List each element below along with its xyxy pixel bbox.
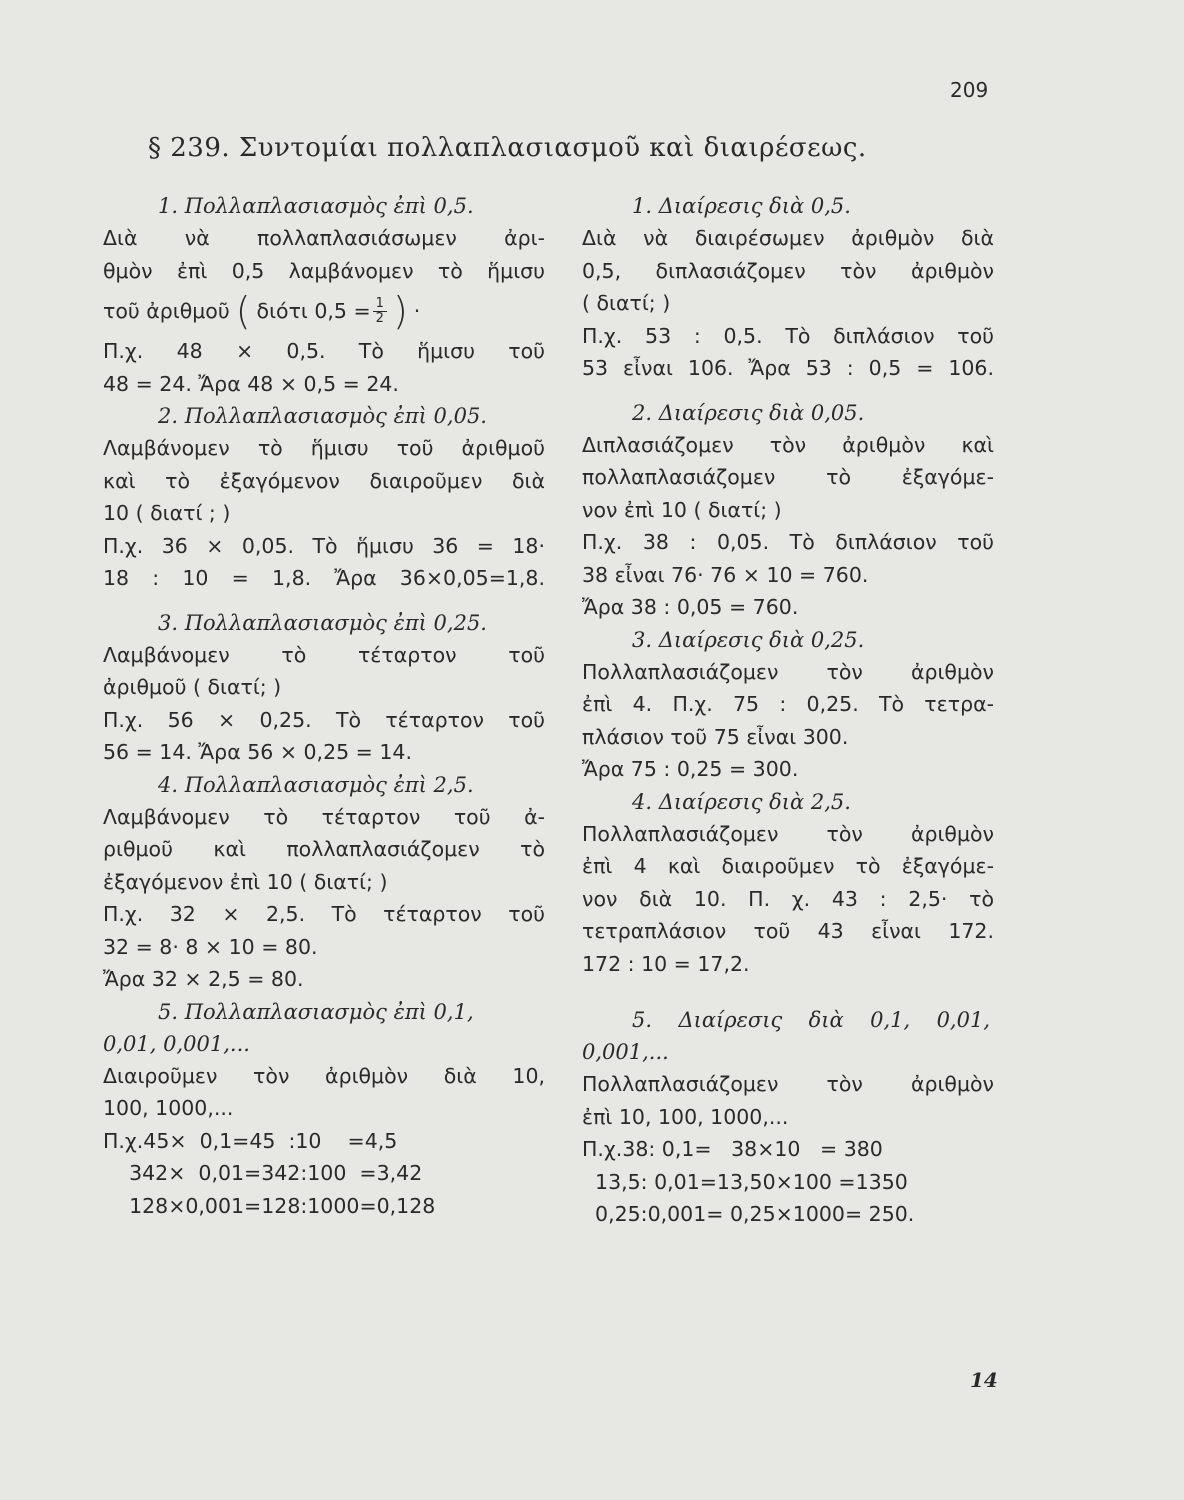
- left-column: [103, 190, 545, 1222]
- right-heading-5: 5. Διαίρεσις διὰ 0,1, 0,01,: [632, 1008, 990, 1032]
- text-line: Ἄρα 38 : 0,05 = 760.: [582, 595, 799, 619]
- fraction-numerator: 1: [373, 297, 387, 312]
- text-line: 32 = 8· 8 × 10 = 80.: [103, 934, 318, 959]
- section-title: § 239. Συντομίαι πολλαπλασιασμοῦ καὶ διαιρέσεως.: [148, 133, 867, 163]
- text-line: Ἄρα 32 × 2,5 = 80.: [103, 967, 304, 991]
- text-line: ἐξαγόμενον ἐπὶ 10 ( διατί; ): [103, 869, 388, 894]
- text-line: 10 ( διατί ; ): [103, 501, 231, 525]
- text-line: 56 = 14. Ἄρα 56 × 0,25 = 14.: [103, 740, 412, 764]
- text-line: Π.χ. 38 : 0,05. Τὸ διπλάσιον τοῦ: [582, 530, 994, 554]
- text-line: Π.χ.45× 0,1=45 :10 =4,5: [103, 1128, 398, 1153]
- text-line: τετραπλάσιον τοῦ 43 εἶναι 172.: [582, 919, 994, 943]
- text-line: θμὸν ἐπὶ 0,5 λαμβάνομεν τὸ ἥμισυ: [103, 258, 545, 283]
- text-line: Π.χ. 48 × 0,5. Τὸ ἥμισυ τοῦ: [103, 339, 545, 363]
- signature-mark: 14: [970, 1368, 998, 1392]
- text-line: Διπλασιάζομεν τὸν ἀριθμὸν καὶ: [582, 432, 994, 457]
- text-line: Ἄρα 75 : 0,25 = 300.: [582, 757, 799, 781]
- text-line: Π.χ. 36 × 0,05. Τὸ ἥμισυ 36 = 18·: [103, 533, 545, 558]
- text-line: ἐπὶ 4 καὶ διαιροῦμεν τὸ ἐξαγόμε-: [582, 854, 994, 878]
- text-line: Π.χ. 32 × 2,5. Τὸ τέταρτον τοῦ: [103, 902, 545, 926]
- right-heading-5-cont: 0,001,...: [582, 1040, 669, 1064]
- text-line: ἀριθμοῦ ( διατί; ): [103, 675, 282, 699]
- right-heading-2: 2. Διαίρεσις διὰ 0,05.: [632, 400, 865, 425]
- text-span: διότι 0,5 =: [256, 299, 371, 323]
- text-line: 128×0,001=128:1000=0,128: [103, 1193, 436, 1218]
- text-line: ἐπὶ 10, 100, 1000,...: [582, 1104, 789, 1129]
- left-heading-5: 5. Πολλαπλασιασμὸς ἐπὶ 0,1,: [158, 999, 474, 1024]
- text-line: Λαμβάνομεν τὸ τέταρτον τοῦ: [103, 642, 545, 667]
- text-line: Π.χ. 56 × 0,25. Τὸ τέταρτον τοῦ: [103, 707, 545, 732]
- right-heading-3: 3. Διαίρεσις διὰ 0,25.: [632, 627, 865, 652]
- fraction-denominator: 2: [375, 310, 384, 326]
- text-line: Διαιροῦμεν τὸν ἀριθμὸν διὰ 10,: [103, 1063, 545, 1088]
- middle-dot: ·: [413, 299, 421, 323]
- left-heading-5-cont: 0,01, 0,001,...: [103, 1031, 250, 1056]
- right-column: [582, 190, 994, 1231]
- text-line: ἐπὶ 4. Π.χ. 75 : 0,25. Τὸ τετρα-: [582, 692, 994, 716]
- text-line: Διὰ νὰ διαιρέσωμεν ἀριθμὸν διὰ: [582, 226, 994, 250]
- text-line: Π.χ.38: 0,1= 38×10 = 380: [582, 1137, 883, 1161]
- text-line: ( διατί; ): [582, 291, 671, 315]
- text-line: νον διὰ 10. Π. χ. 43 : 2,5· τὸ: [582, 886, 994, 911]
- left-heading-3: 3. Πολλαπλασιασμὸς ἐπὶ 0,25.: [158, 610, 487, 635]
- text-line: 53 εἶναι 106. Ἄρα 53 : 0,5 = 106.: [582, 356, 994, 380]
- paren-close: ): [392, 289, 408, 333]
- text-line: Λαμβάνομεν τὸ ἥμισυ τοῦ ἀριθμοῦ: [103, 436, 545, 460]
- left-heading-2: 2. Πολλαπλασιασμὸς ἐπὶ 0,05.: [158, 404, 487, 428]
- text-line: Π.χ. 53 : 0,5. Τὸ διπλάσιον τοῦ: [582, 323, 994, 348]
- left-heading-4: 4. Πολλαπλασιασμὸς ἐπὶ 2,5.: [158, 772, 474, 797]
- text-line: 100, 1000,...: [103, 1096, 234, 1120]
- text-line: καὶ τὸ ἐξαγόμενον διαιροῦμεν διὰ: [103, 468, 545, 493]
- text-line: 38 εἶναι 76· 76 × 10 = 760.: [582, 562, 869, 587]
- paren-open: (: [235, 289, 251, 333]
- text-line: πολλαπλασιάζομεν τὸ ἐξαγόμε-: [582, 465, 994, 489]
- page-number: 209: [950, 78, 989, 102]
- text-line: Πολλαπλασιάζομεν τὸν ἀριθμὸν: [582, 821, 994, 846]
- right-heading-4: 4. Διαίρεσις διὰ 2,5.: [632, 789, 851, 814]
- text-line: 172 : 10 = 17,2.: [582, 951, 750, 976]
- text-line: 48 = 24. Ἄρα 48 × 0,5 = 24.: [103, 371, 399, 396]
- fraction: [373, 297, 387, 326]
- text-line: 13,5: 0,01=13,50×100 =1350: [582, 1169, 908, 1194]
- left-heading-1: 1. Πολλαπλασιασμὸς ἐπὶ 0,5.: [158, 194, 474, 218]
- text-line: πλάσιον τοῦ 75 εἶναι 300.: [582, 724, 849, 749]
- text-line: 0,25:0,001= 0,25×1000= 250.: [582, 1202, 915, 1226]
- text-line: Λαμβάνομεν τὸ τέταρτον τοῦ ἀ-: [103, 804, 545, 829]
- text-line: νον ἐπὶ 10 ( διατί; ): [582, 497, 782, 522]
- text-line: 0,5, διπλασιάζομεν τὸν ἀριθμὸν: [582, 258, 994, 283]
- text-line: 342× 0,01=342:100 =3,42: [103, 1161, 423, 1185]
- text-line: ριθμοῦ καὶ πολλαπλασιάζομεν τὸ: [103, 837, 545, 861]
- right-heading-1: 1. Διαίρεσις διὰ 0,5.: [632, 194, 851, 218]
- text-line: 18 : 10 = 1,8. Ἄρα 36×0,05=1,8.: [103, 566, 545, 590]
- text-line: Διὰ νὰ πολλαπλασιάσωμεν ἀρι-: [103, 226, 545, 250]
- fraction-line: [103, 287, 545, 335]
- text-line: Πολλαπλασιάζομεν τὸν ἀριθμὸν: [582, 659, 994, 684]
- text-span: τοῦ ἀριθμοῦ: [103, 299, 230, 323]
- text-line: Πολλαπλασιάζομεν τὸν ἀριθμὸν: [582, 1072, 994, 1096]
